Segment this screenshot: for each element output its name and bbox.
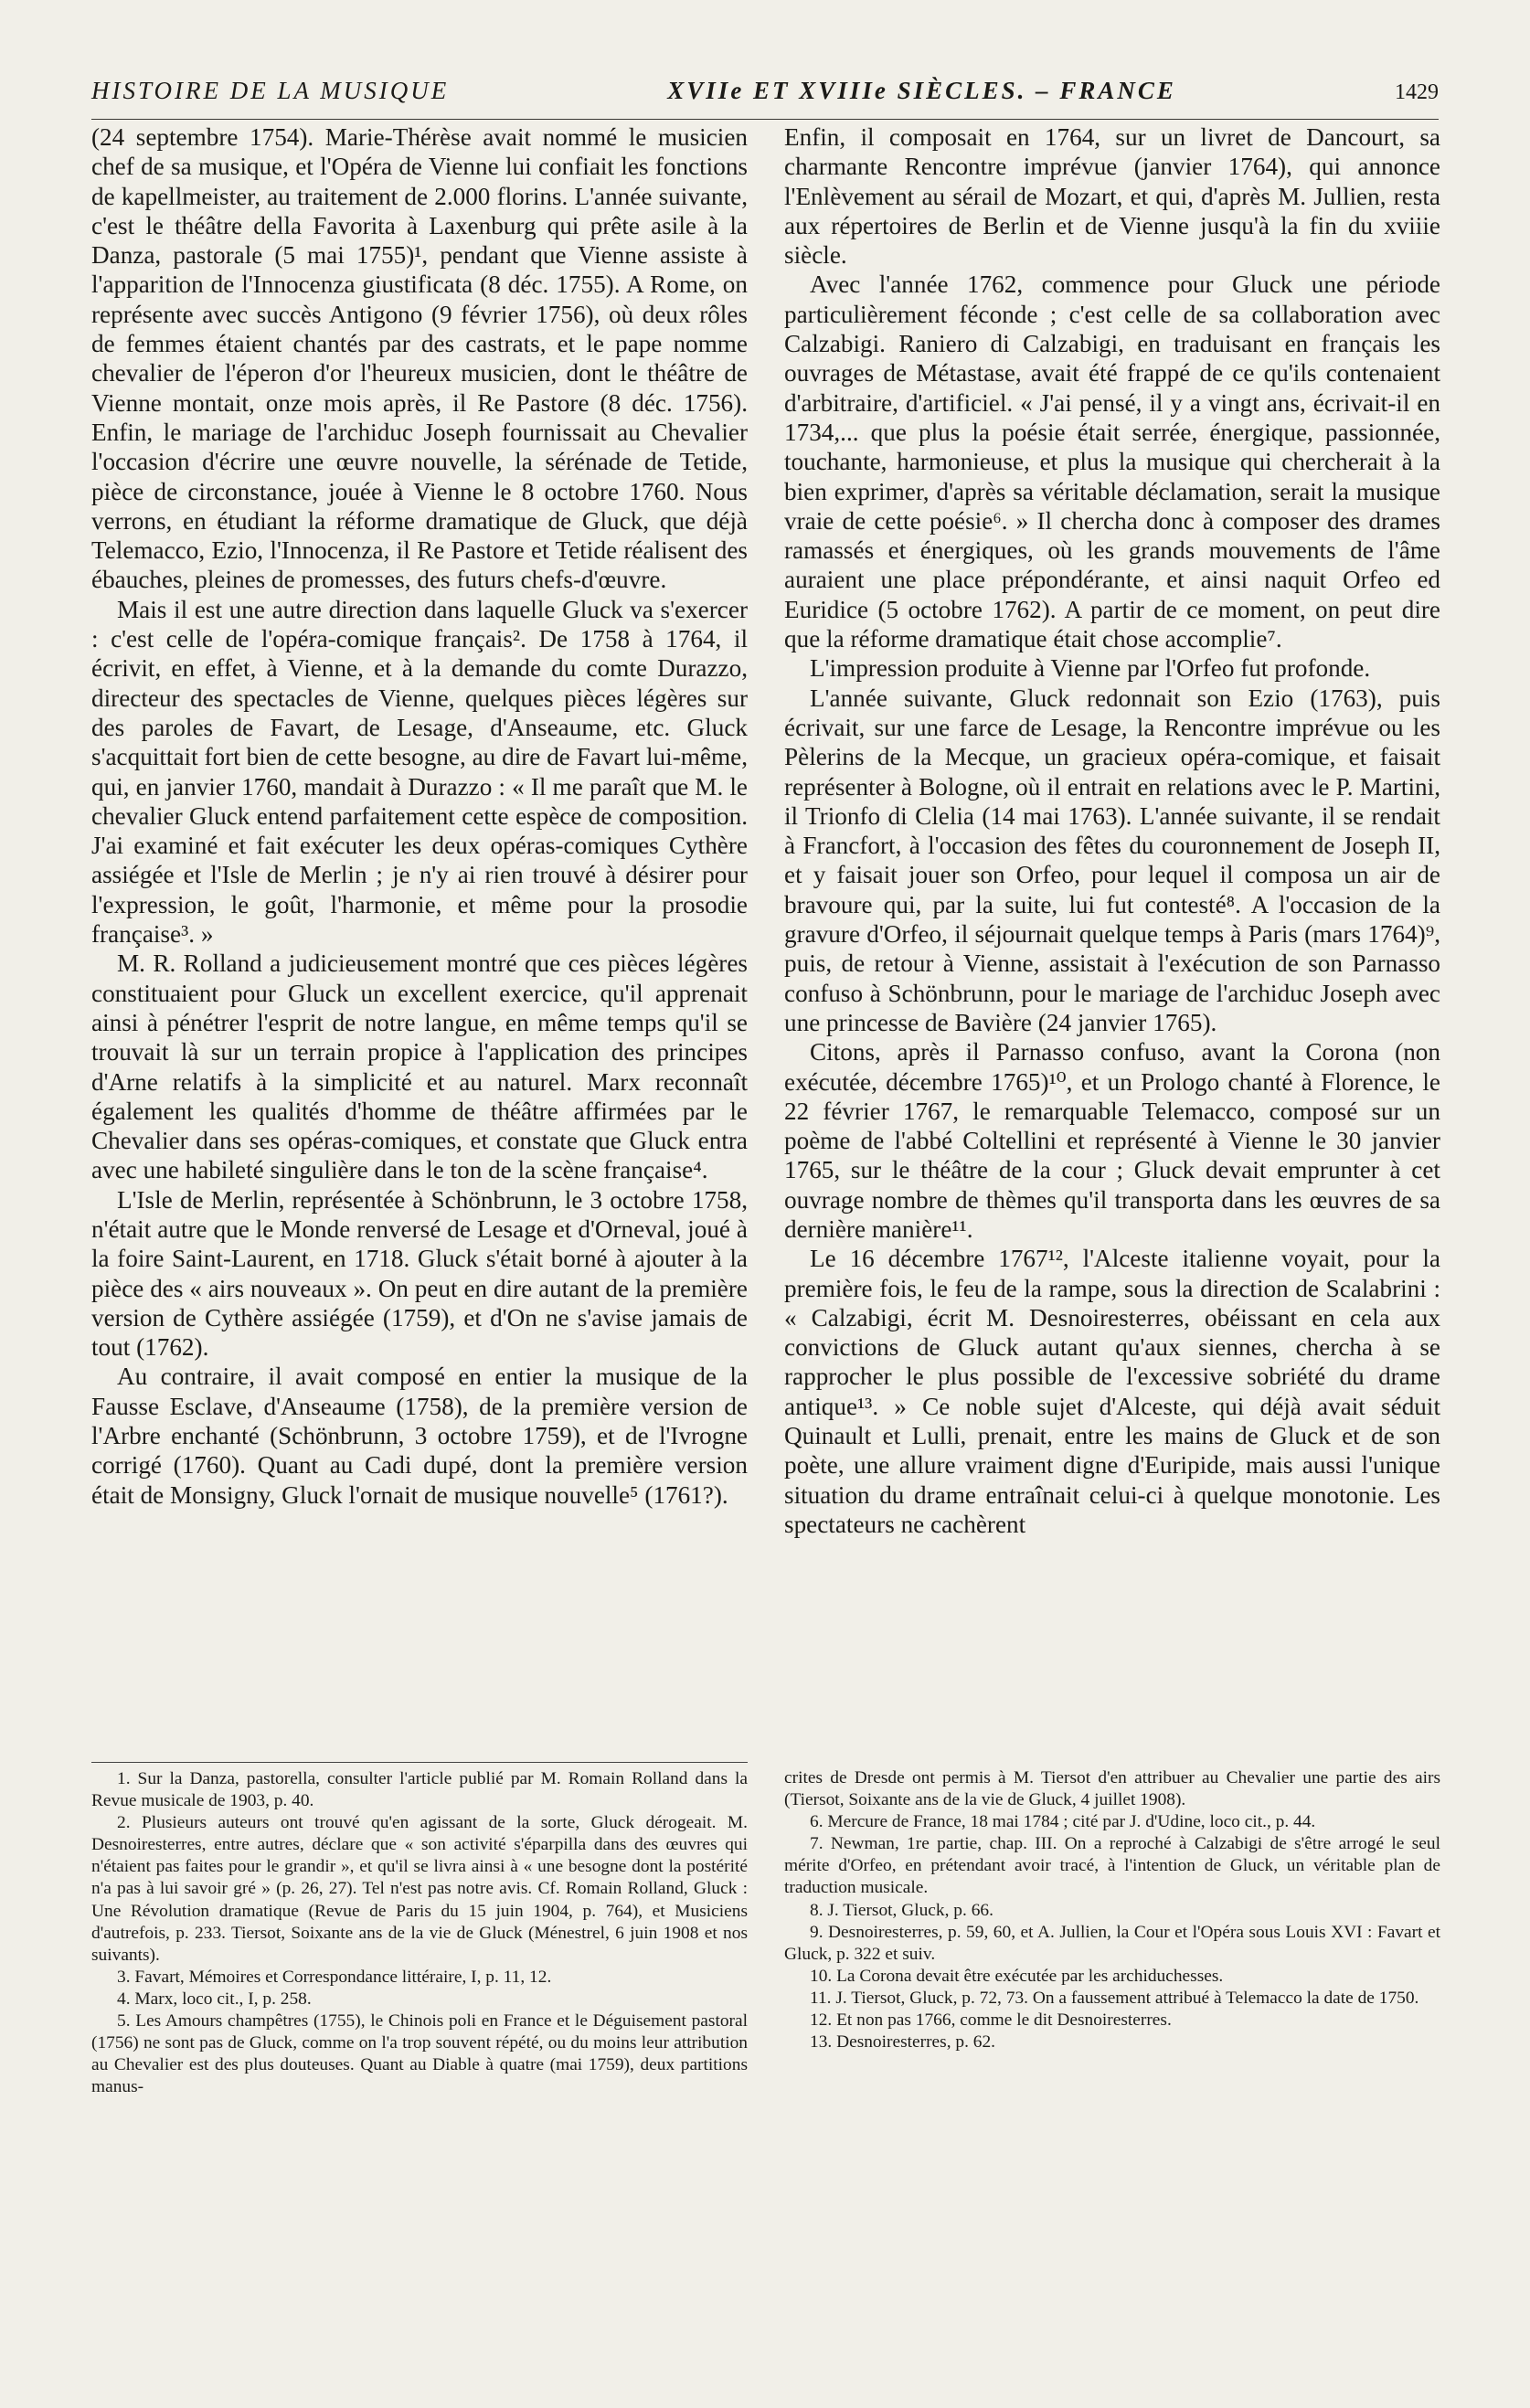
footnote: 4. Marx, loco cit., I, p. 258. — [117, 1989, 312, 2009]
footnote: 11. J. Tiersot, Gluck, p. 72, 73. On a faussement attribué à Telemacco la date de 1750. — [810, 1988, 1419, 2008]
footnotes-right — [784, 1762, 1440, 2053]
footnote: 12. Et non pas 1766, comme le dit Desnoiresterres. — [810, 2010, 1172, 2031]
paragraph: L'Isle de Merlin, représentée à Schönbrunn, le 3 octobre 1758, n'était autre que le Monde renversé de Lesage et d'Orneval, joué à la foire Saint-Laurent, en 1718. Gluck s'était borné à ajouter à la pièce des « airs nouveaux ». On peut en dire autant de la première version de Cythère assiégée (1759), et d'On ne s'avise jamais de tout (1762). — [91, 1185, 748, 1362]
footnote: 2. Plusieurs auteurs ont trouvé qu'en agissant de la sorte, Gluck dérogeait. M. Desnoiresterres, entre autres, déclare que « son activité s'éparpilla dans des œuvres qui n'étaient pas faites pour le grandir », et qu'il se livra ainsi à « une besogne dont la postérité n'a pas à lui savoir gré » (p. 26, 27). Tel n'est pas notre avis. Cf. Romain Rolland, Gluck : Une Révolution dramatique (Revue de Paris du 15 juin 1904, p. 764), et Musiciens d'autrefois, p. 233. Tiersot, Soixante ans de la vie de Gluck (Ménestrel, 6 juin 1908 et nos suivants). — [91, 1813, 748, 1965]
header-book-title: HISTOIRE DE LA MUSIQUE — [91, 77, 450, 104]
footnote: 9. Desnoiresterres, p. 59, 60, et A. Jullien, la Cour et l'Opéra sous Louis XVI : Favart et Gluck, p. 322 et suiv. — [784, 1922, 1440, 1964]
footnote: 10. La Corona devait être exécutée par les archiduchesses. — [810, 1966, 1224, 1986]
footnote: 1. Sur la Danza, pastorella, consulter l'article publié par M. Romain Rolland dans la Revue musicale de 1903, p. 40. — [91, 1769, 748, 1811]
left-column — [91, 122, 748, 1510]
paragraph: Avec l'année 1762, commence pour Gluck une période particulièrement féconde ; c'est celle de sa collaboration avec Calzabigi. Raniero di Calzabigi, en traduisant en français les ouvrages de Métastase, avait été frappé de ce qu'ils contenaient d'arbitraire, d'artificiel. « J'ai pensé, il y a vingt ans, écrivait-il en 1734,... que plus la poésie était serrée, énergique, passionnée, touchante, harmonieuse, et plus la musique qui chercherait à la bien exprimer, d'après sa véritable déclamation, serait la musique vraie de cette poésie⁶. » Il chercha donc à composer des drames ramassés et énergiques, où les grands mouvements de l'âme auraient une place prépondérante, et ainsi naquit Orfeo ed Euridice (5 octobre 1762). A partir de ce moment, on peut dire que la réforme dramatique était chose accomplie⁷. — [784, 271, 1440, 653]
paragraph: L'année suivante, Gluck redonnait son Ezio (1763), puis écrivait, sur une farce de Lesage, la Rencontre imprévue ou les Pèlerins de la Mecque, un gracieux opéra-comique, et faisait représenter à Bologne, où il entrait en relations avec le P. Martini, il Trionfo di Clelia (14 mai 1763). L'année suivante, il se rendait à Francfort, à l'occasion des fêtes du couronnement de Joseph II, et y faisait jouer son Orfeo, pour lequel il composa un air de bravoure qui, par la suite, lui fut contesté⁸. A l'occasion de la gravure d'Orfeo, il séjournait quelque temps à Paris (mars 1764)⁹, puis, de retour à Vienne, assistait à l'exécution de son Parnasso confuso à Schönbrunn, pour le mariage de l'archiduc Joseph avec une princesse de Bavière (24 janvier 1765). — [784, 684, 1440, 1036]
footnote: 3. Favart, Mémoires et Correspondance littéraire, I, p. 11, 12. — [117, 1967, 552, 1987]
paragraph: Citons, après il Parnasso confuso, avant la Corona (non exécutée, décembre 1765)¹⁰, et un Prologo chanté à Florence, le 22 février 1767, le remarquable Telemacco, composé sur un poème de l'abbé Coltellini et représenté à Vienne le 30 janvier 1765, sur le théâtre de la cour ; Gluck devait emprunter à cet ouvrage nombre de thèmes qu'il transporta dans les œuvres de sa dernière manière¹¹. — [784, 1038, 1440, 1243]
footnote: 5. Les Amours champêtres (1755), le Chinois poli en France et le Déguisement pastoral (1756) ne sont pas de Gluck, comme on l'a trop souvent répété, ou du moins leur attribution au Chevalier est des plus douteuses. Quant au Diable à quatre (mai 1759), deux partitions manus- — [91, 2011, 748, 2097]
footnote: 8. J. Tiersot, Gluck, p. 66. — [810, 1900, 993, 1920]
paragraph: (24 septembre 1754). Marie-Thérèse avait nommé le musicien chef de sa musique, et l'Opéra de Vienne lui confiait les fonctions de kapellmeister, au traitement de 2.000 florins. L'année suivante, c'est le théâtre della Favorita à Laxenburg qui prête asile à la Danza, pastorale (5 mai 1755)¹, pendant que Vienne assiste à l'apparition de l'Innocenza giustificata (8 déc. 1755). A Rome, on représente avec succès Antigono (9 février 1756), où deux rôles de femmes étaient chantés par des castrats, et le pape nomme chevalier de l'éperon d'or l'heureux musicien, dont le théâtre de Vienne montait, onze mois après, il Re Pastore (8 déc. 1756). Enfin, le mariage de l'archiduc Joseph fournissait au Chevalier l'occasion d'écrire une œuvre nouvelle, la sérénade de Tetide, pièce de circonstance, jouée à Vienne le 8 octobre 1760. Nous verrons, en étudiant la réforme dramatique de Gluck, que déjà Telemacco, Ezio, l'Innocenza, il Re Pastore et Tetide réalisent des ébauches, pleines de promesses, des futurs chefs-d'œuvre. — [91, 123, 748, 594]
paragraph: Le 16 décembre 1767¹², l'Alceste italienne voyait, pour la première fois, le feu de la rampe, sous la direction de Scalabrini : « Calzabigi, écrit M. Desnoiresterres, obéissant en cela aux convictions de Gluck autant qu'aux siennes, chercha à se rapprocher le plus possible de l'excessive sobriété du drame antique¹³. » Ce noble sujet d'Alceste, qui déjà avait séduit Quinault et Lulli, prenait, entre les mains de Gluck et de son poète, une allure vraiment digne d'Euripide, mais aussi l'unique situation du drame entraînait celui-ci à quelque monotonie. Les spectateurs ne cachèrent — [784, 1245, 1440, 1538]
paragraph: L'impression produite à Vienne par l'Orfeo fut profonde. — [810, 654, 1371, 683]
running-header — [91, 77, 1439, 120]
page-number: 1429 — [1395, 80, 1439, 104]
paragraph: Enfin, il composait en 1764, sur un livret de Dancourt, sa charmante Rencontre imprévue (janvier 1764), qui annonce l'Enlèvement au sérail de Mozart, et qui, d'après M. Jullien, resta aux répertoires de Berlin et de Vienne jusqu'à la fin du xviiie siècle. — [784, 123, 1440, 270]
paragraph: Au contraire, il avait composé en entier la musique de la Fausse Esclave, d'Anseaume (1758), de la première version de l'Arbre enchanté (Schönbrunn, 3 octobre 1759), et de l'Ivrogne corrigé (1760). Quant au Cadi dupé, dont la première version était de Monsigny, Gluck l'ornait de musique nouvelle⁵ (1761?). — [91, 1363, 748, 1509]
paragraph: M. R. Rolland a judicieusement montré que ces pièces légères constituaient pour Gluck un excellent exercice, qu'il apprenait ainsi à pénétrer l'esprit de notre langue, en même temps qu'il se trouvait là sur un terrain propice à l'application des principes d'Arne relatifs à la simplicité et au naturel. Marx reconnaît également les qualités d'homme de théâtre affirmées par le Chevalier dans ses opéras-comiques, et constate que Gluck entra avec une habileté singulière dans le ton de la scène française⁴. — [91, 949, 748, 1184]
footnote: crites de Dresde ont permis à M. Tiersot d'en attribuer au Chevalier une partie des airs (Tiersot, Soixante ans de la vie de Gluck, 4 juillet 1908). — [784, 1768, 1440, 1810]
footnotes-left — [91, 1762, 748, 2098]
footnote: 6. Mercure de France, 18 mai 1784 ; cité par J. d'Udine, loco cit., p. 44. — [810, 1812, 1316, 1832]
paragraph: Mais il est une autre direction dans laquelle Gluck va s'exercer : c'est celle de l'opéra-comique français². De 1758 à 1764, il écrivit, en effet, à Vienne, et à la demande du comte Durazzo, directeur des spectacles de Vienne, quelques pièces légères sur des paroles de Favart, de Lesage, d'Anseaume, etc. Gluck s'acquittait fort bien de cette besogne, au dire de Favart lui-même, qui, en janvier 1760, mandait à Durazzo : « Il me paraît que M. le chevalier Gluck entend parfaitement cette espèce de composition. J'ai examiné et fait exécuter les deux opéras-comiques Cythère assiégée et l'Isle de Merlin ; je n'y ai rien trouvé à désirer pour l'expression, le goût, l'harmonie, et même pour la prosodie française³. » — [91, 595, 748, 949]
footnote: 7. Newman, 1re partie, chap. III. On a reproché à Calzabigi de s'être arrogé le seul mérite d'Orfeo, en prétendant avoir tracé, à l'intention de Gluck, un véritable plan de traduction musicale. — [784, 1834, 1440, 1898]
footnote: 13. Desnoiresterres, p. 62. — [810, 2032, 996, 2053]
header-section-title: XVIIe ET XVIIIe SIÈCLES. – FRANCE — [667, 77, 1176, 104]
right-column — [784, 122, 1440, 1539]
